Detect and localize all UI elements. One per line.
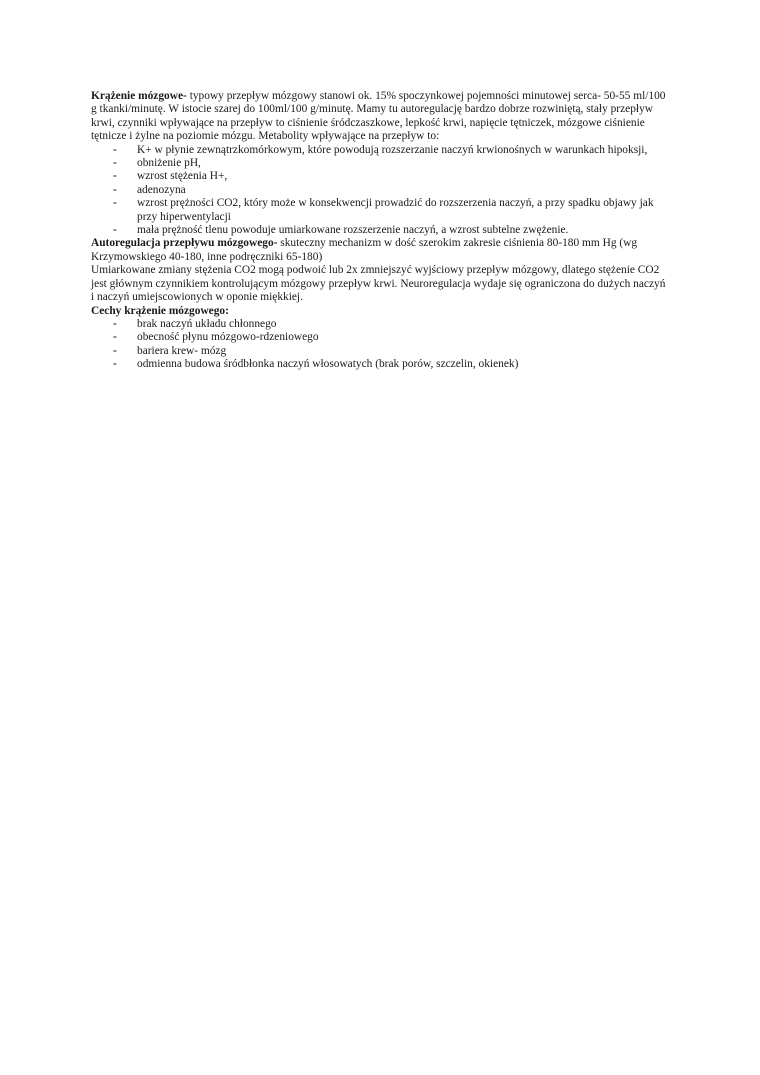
list-item-text: mała prężność tlenu powoduje umiarkowane rozszerzenie naczyń, a wzrost subtelne zwężenie. — [137, 224, 569, 237]
list-item — [91, 331, 671, 344]
metabolites-list — [91, 144, 671, 238]
list-item — [91, 318, 671, 331]
list-item — [91, 170, 671, 183]
section-heading-cechy: Cechy krążenie mózgowego: — [91, 304, 229, 317]
bullet-dash: - — [113, 344, 117, 357]
intro-paragraph — [91, 90, 671, 144]
list-item-text: adenozyna — [137, 183, 186, 196]
autoregulation-text: skuteczny mechanizm w dość szerokim zakresie ciśnienia 80-180 mm Hg (wg Krzymowskiego 40-180, inne podręczniki 65-180) — [91, 237, 638, 263]
list-item — [91, 144, 671, 157]
bullet-dash: - — [113, 170, 117, 183]
list-item-text: wzrost prężności CO2, który może w konsekwencji prowadzić do rozszerzenia naczyń, a przy spadku objawy jak przy hiperwentylacji — [137, 197, 654, 223]
bullet-dash: - — [113, 317, 117, 330]
intro-text: typowy przepływ mózgowy stanowi ok. 15% spoczynkowej pojemności minutowej serca- 50-55 ml/100 g tkanki/minutę. W istocie szarej do 100ml/100 g/minutę. Mamy tu autoregulację bardzo dobrze rozwiniętą, stały przepływ krwi, czynniki wpływające na przepływ to ciśnienie śródczaszkowe, lepkość krwi, napięcie tętniczek, mózgowe ciśnienie tętnicze i żylne na poziomie mózgu. Metabolity wpływające na przepływ to: — [91, 90, 666, 143]
list-item — [91, 184, 671, 197]
list-item — [91, 358, 671, 371]
list-item — [91, 224, 671, 237]
list-item-text: wzrost stężenia H+, — [137, 170, 228, 183]
list-item-text: bariera krew- mózg — [137, 344, 227, 357]
list-item-text: obecność płynu mózgowo-rdzeniowego — [137, 331, 319, 344]
section-heading-autoregulacja: Autoregulacja przepływu mózgowego- — [91, 237, 278, 250]
section-heading-krazenie: Krążenie mózgowe- — [91, 90, 187, 102]
features-list — [91, 318, 671, 372]
document-page — [91, 90, 671, 372]
co2-paragraph: Umiarkowane zmiany stężenia CO2 mogą podwoić lub 2x zmniejszyć wyjściowy przepływ mózgowy, dlatego stężenie CO2 jest głównym czynnikiem kontrolującym mózgowy przepływ krwi. Neuroregulacja wydaje się ograniczona do dużych naczyń i naczyń umiejscowionych w oponie miękkiej. — [91, 264, 666, 304]
list-item-text: brak naczyń układu chłonnego — [137, 317, 277, 330]
bullet-dash: - — [113, 358, 117, 371]
bullet-dash: - — [113, 224, 117, 237]
list-item — [91, 157, 671, 170]
list-item — [91, 197, 671, 224]
list-item — [91, 345, 671, 358]
bullet-dash: - — [113, 183, 117, 196]
bullet-dash: - — [113, 331, 117, 344]
list-item-text: obniżenie pH, — [137, 157, 201, 170]
bullet-dash: - — [113, 143, 117, 156]
bullet-dash: - — [113, 157, 117, 170]
autoregulation-paragraph — [91, 237, 671, 264]
list-item-text: K+ w płynie zewnątrzkomórkowym, które powodują rozszerzanie naczyń krwionośnych w warunkach hipoksji, — [137, 143, 648, 156]
bullet-dash: - — [113, 197, 117, 210]
list-item-text: odmienna budowa śródbłonka naczyń włosowatych (brak porów, szczelin, okienek) — [137, 358, 519, 371]
